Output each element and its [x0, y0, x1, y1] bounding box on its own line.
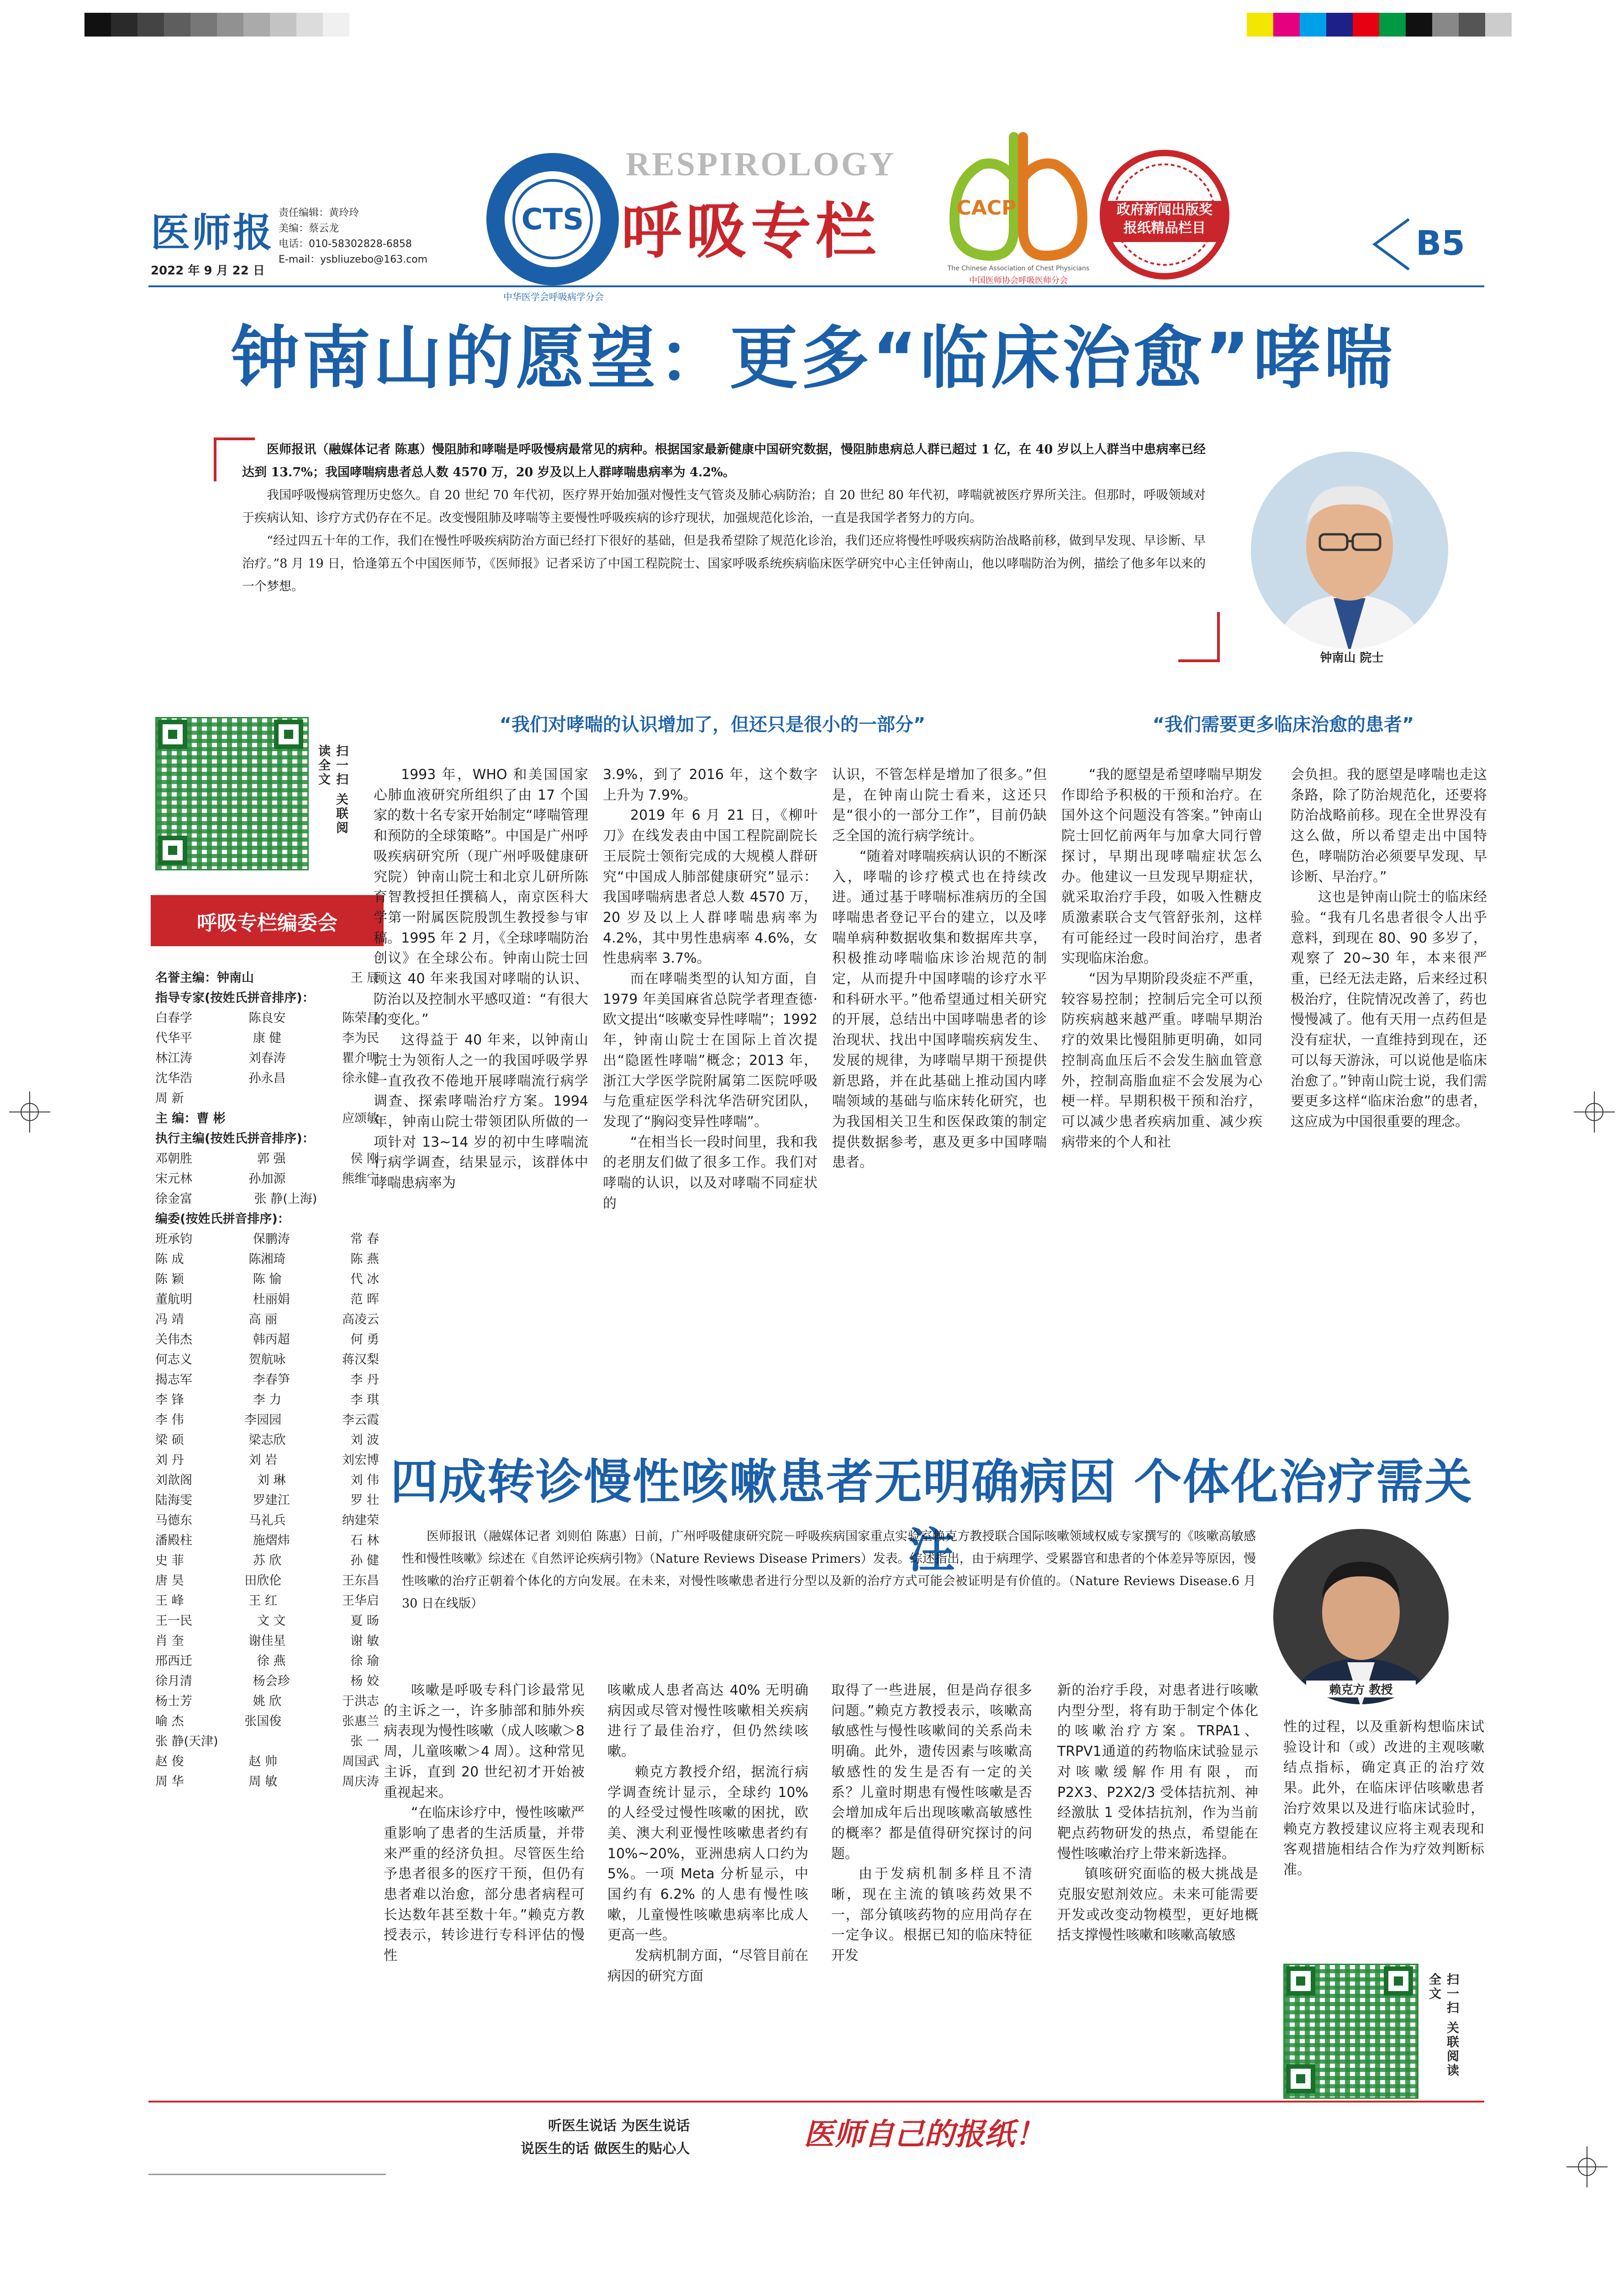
registration-mark-right — [1574, 1091, 1615, 1133]
qr2-finder-tl — [1286, 1966, 1315, 1996]
board-name: 张 静(上海) — [254, 1192, 317, 1206]
paragraph: 由于发病机制多样且不清晰，现在主流的镇咳药效果不一，部分镇咳药物的应用尚存在一定争议。根据已知的临床特征开发 — [831, 1866, 1032, 1964]
board-name: 张 静(天津) — [155, 1734, 218, 1749]
cacp-english-name: The Chinese Association of Chest Physicians — [947, 265, 1090, 272]
cacp-lungs-logo — [936, 128, 1101, 265]
article1-lead-p2: 我国呼吸慢病管理历史悠久。自 20 世纪 70 年代初，医疗界开始加强对慢性支气管炎及肺心病防治；自 20 世纪 80 年代初，哮喘就被医疗界所关注。但那时，呼吸领域对于疾病认知、诊疗方式仍存在不足。改变慢阻肺及哮喘等主要慢性呼吸疾病的诊疗现状，加强规范化诊治，一直是我国学者努力的方向。 — [242, 488, 1206, 525]
article2-column-3 — [831, 1681, 1032, 1966]
designer-line: 美编：蔡云龙 — [279, 223, 339, 234]
board-row — [155, 1491, 379, 1511]
board-row — [155, 1270, 379, 1290]
board-name: 编委(按姓氏拼音排序)： — [155, 1212, 290, 1226]
board-name: 代 冰 — [350, 1272, 379, 1286]
sidebar-bottom-rule — [148, 2174, 386, 2175]
board-row — [155, 1370, 379, 1390]
masthead-credits — [279, 205, 427, 268]
board-name: 谢佳星 — [248, 1634, 286, 1648]
board-name: 陈 愉 — [253, 1272, 282, 1286]
paragraph: “在临床诊疗中，慢性咳嗽严重影响了患者的生活质量，并带来严重的经济负担。尽管医生给予患者很多的医疗干预，但仍有患者难以治愈，部分患者病程可长达数年甚至数十年。”赖克方教授表示，转诊进行专科评估的慢性 — [384, 1805, 585, 1964]
masthead-rule — [148, 285, 1484, 287]
board-name: 徐月清 — [155, 1674, 192, 1688]
board-name: 徐金富 — [155, 1192, 192, 1206]
board-name: 张国俊 — [244, 1714, 282, 1728]
board-name: 孙加源 — [248, 1172, 286, 1186]
paragraph: “随着对哮喘疾病认识的不断深入，哮喘的诊疗模式也在持续改进。通过基于哮喘标准病历的全国哮喘患者登记平台的建立，以及哮喘单病种数据收集和数据库共享，积极推动哮喘临床诊治规范的制定，从而提升中国哮喘的诊疗水平和科研水平。”他希望通过相关研究的开展，总结出中国哮喘患者的诊治现状、找出中国哮喘疾病发生、发展的规律，为哮喘早期干预提供新思路，并在此基础上推动国内哮喘领域的基础与临床转化研究，也为我国相关卫生和医保政策的制定提供数据参考，惠及更多中国哮喘患者。 — [832, 848, 1047, 1171]
board-name: 杜丽娟 — [253, 1292, 290, 1307]
board-name: 周 新 — [155, 1091, 184, 1106]
page-number: B5 — [1416, 224, 1465, 263]
article2-lead — [402, 1525, 1256, 1615]
registration-mark-bottom-right — [1566, 2146, 1608, 2187]
board-row — [155, 1028, 379, 1049]
board-row — [155, 1310, 379, 1330]
article1-headline: 钟南山的愿望：更多“临床治愈”哮喘 — [231, 319, 1395, 398]
board-name: 潘殿柱 — [155, 1533, 192, 1548]
qr-finder-tr — [274, 720, 303, 749]
paragraph: 赖克方教授介绍，据流行病学调查统计显示，全球约 10% 的人经受过慢性咳嗽的困扰，欧美、澳大利亚慢性咳嗽患者约有 10%~20%，亚洲患病人口约为 5%。一项 Meta 分析显示，中国约有 6.2% 的人患有慢性咳嗽，儿童慢性咳嗽患病率比成人更高一些。 — [607, 1764, 808, 1944]
editorial-board-list — [155, 968, 379, 1792]
article2-column-5 — [1283, 1717, 1484, 1881]
board-name: 周 华 — [155, 1775, 184, 1789]
paragraph: 这得益于 40 年来，以钟南山院士为领衔人之一的我国呼吸学界一直孜孜不倦地开展哮喘流行病学调查、探索哮喘治疗方案。1994 年，钟南山院士带领团队所做的一项针对 13~14 岁的初中生哮喘流行病学调查，结果显示，该群体中哮喘患病率为 — [374, 1032, 588, 1191]
board-name: 苏 欣 — [253, 1554, 282, 1568]
issue-date: 2022 年 9 月 22 日 — [151, 264, 265, 278]
board-name: 李园园 — [244, 1413, 282, 1427]
board-name: 陈 成 — [155, 1252, 184, 1266]
board-name: 应颂敏 — [342, 1112, 379, 1126]
board-name: 高 丽 — [248, 1312, 278, 1327]
board-row — [155, 1591, 379, 1611]
footer-rule — [148, 2101, 1484, 2102]
board-name: 陈 颖 — [155, 1272, 184, 1286]
board-row — [155, 1089, 379, 1109]
phone-line: 电话：010-58302828-6858 — [279, 238, 412, 250]
board-name: 杨会珍 — [253, 1674, 290, 1688]
board-name: 罗建江 — [253, 1493, 290, 1507]
board-name: 李云霞 — [342, 1413, 379, 1427]
board-name: 石 林 — [350, 1533, 379, 1548]
board-name: 李为民 — [342, 1031, 379, 1045]
paragraph: “因为早期阶段炎症不严重，较容易控制；控制后完全可以预防疾病越来越严重。哮喘早期治疗的效果比慢阻肺更明确，如同控制高血压后不会发生脑血管意外，控制高脂血症不会发展为心梗一样。早期积极干预和治疗，可以减少患者疾病加重、减少疾病带来的个人和社 — [1061, 971, 1262, 1150]
board-row — [155, 1571, 379, 1591]
article1-column-1 — [374, 765, 588, 1194]
lai-photo-caption: 赖克方 教授 — [1306, 1681, 1416, 1697]
article1-lead — [242, 438, 1206, 598]
board-row — [155, 1069, 379, 1089]
board-name: 瞿介明 — [342, 1051, 379, 1065]
board-name: 邢西迁 — [155, 1654, 192, 1668]
paragraph: 2019 年 6 月 21 日，《柳叶刀》在线发表由中国工程院副院长王辰院士领衔完成的大规模人群研究“中国成人肺部健康研究”显示：我国哮喘病患者总人数 4570 万，20 岁及以上人群哮喘患病率为 4.2%，其中男性患病率 4.6%，女性患病率 3.7%。 — [603, 807, 817, 967]
footer-calligraphy-slogan: 医师自己的报纸！ — [804, 2116, 1045, 2152]
paragraph: 镇咳研究面临的极大挑战是克服安慰剂效应。未来可能需要开发或改变动物模型，更好地概括支撑慢性咳嗽和咳嗽高敏感 — [1057, 1866, 1258, 1944]
paragraph: 1993 年，WHO 和美国国家心肺血液研究所组织了由 17 个国家的数十名专家开始制定“哮喘管理和预防的全球策略”。中国是广州呼吸疾病研究所（现广州呼吸健康研究院）钟南山院士和北京儿研所陈育智教授担任撰稿人，南京医科大学第一附属医院殷凯生教授参与审稿。1995 年 2 月，《全球哮喘防治创议》在全球公布。钟南山院士回顾这 40 年来我国对哮喘的认识、防治以及控制水平感叹道：“有很大的变化。” — [374, 767, 588, 1028]
board-name: 何志义 — [155, 1353, 192, 1367]
board-name: 刘 琳 — [257, 1473, 286, 1487]
board-name: 李 伟 — [155, 1413, 184, 1427]
society-name: 中华医学会呼吸病学分会 — [503, 291, 604, 302]
qr2-finder-bl — [1286, 2064, 1315, 2093]
board-row — [155, 1631, 379, 1651]
board-row — [155, 1350, 379, 1370]
board-name: 王 辰 — [350, 971, 379, 985]
editor-line: 责任编辑：黄玲玲 — [279, 207, 359, 219]
board-name: 刘 波 — [350, 1433, 379, 1447]
board-row — [155, 1671, 379, 1691]
board-name: 王华启 — [342, 1594, 379, 1608]
article1-column-2 — [603, 765, 817, 1214]
board-name: 周国武 — [342, 1755, 379, 1769]
board-name: 常 春 — [350, 1232, 379, 1246]
zhong-photo-caption: 钟南山 院士 — [1320, 651, 1384, 665]
column-english-name: RESPIROLOGY — [626, 146, 896, 183]
column-title: 呼吸专栏 — [621, 196, 881, 267]
board-name: 夏 旸 — [350, 1614, 379, 1628]
board-name: 王一民 — [155, 1614, 192, 1628]
paragraph: 而在哮喘类型的认知方面，自 1979 年美国麻省总院学者理查德·欧文提出“咳嗽变异性哮喘”；1992 年，钟南山院士在国际上首次提出“隐匿性哮喘”概念；2013 年，浙江大学医学院附属第二医院呼吸与危重症医学科沈华浩研究团队，发现了“胸闷变异性哮喘”。 — [603, 971, 817, 1130]
board-name: 刘 伟 — [350, 1473, 379, 1487]
board-name: 赵 俊 — [155, 1755, 184, 1769]
paper-name-logo: 医师报 — [151, 210, 274, 256]
board-row — [155, 1410, 379, 1430]
page-chevron-icon — [1366, 215, 1416, 274]
footer-slogan-1: 听医生说话 为医生说话 — [548, 2118, 690, 2134]
board-row — [155, 1531, 379, 1551]
cts-society-logo — [484, 151, 621, 288]
board-row — [155, 1551, 379, 1571]
paragraph: 认识，不管怎样是增加了很多。”但是，在钟南山院士看来，这还只是“很小的一部分工作”，目前仍缺乏全国的流行病学统计。 — [832, 767, 1047, 844]
article2-column-4 — [1057, 1681, 1258, 1946]
board-name: 班承钧 — [155, 1232, 192, 1246]
award-text — [1105, 201, 1224, 237]
board-name: 李 力 — [253, 1393, 282, 1407]
cacp-chinese-name: 中国医师协会呼吸医师分会 — [969, 276, 1068, 285]
board-row — [155, 1712, 379, 1732]
board-name: 纳建荣 — [342, 1513, 379, 1528]
lead-bracket-bottom-bar — [1178, 659, 1220, 662]
board-name: 文 文 — [257, 1614, 286, 1628]
board-name: 林江涛 — [155, 1051, 192, 1065]
board-name: 杨士芳 — [155, 1694, 192, 1708]
board-name: 梁 硕 — [155, 1433, 184, 1447]
board-name: 沈华浩 — [155, 1071, 192, 1085]
paragraph: “我的愿望是希望哮喘早期发作即给予积极的干预和治疗。在国外这个问题没有答案。”钟南山院士回忆前两年与加拿大同行曾探讨，早期出现哮喘症状怎么办。他建议一旦发现早期症状，就采取治疗手段，如吸入性糖皮质激素联合支气管舒张剂，这样有可能经过一段时间治疗，患者实现临床治愈。 — [1061, 767, 1262, 967]
board-name: 邓朝胜 — [155, 1152, 192, 1166]
board-name: 喻 杰 — [155, 1714, 184, 1728]
board-name: 周 敏 — [248, 1775, 278, 1789]
board-row — [155, 1129, 379, 1149]
board-name: 名誉主编：钟南山 — [155, 971, 254, 985]
board-name: 执行主编(按姓氏拼音排序)： — [155, 1132, 315, 1146]
board-name: 张 一 — [350, 1734, 379, 1749]
paragraph: 这也是钟南山院士的临床经验。“我有几名患者很令人出乎意料，到现在 80、90 多岁了，观察了 20~30 年，本来很严重，已经无法走路，后来经过积极治疗，住院情况改善了，药也慢慢减了。他有天用一点药但是没有症状，一直维持到现在，还可以每天游泳，可以说他是临床治愈了。”钟南山院士说，我们需要更多这样“临床治愈”的患者，这应成为中国很重要的理念。 — [1291, 889, 1487, 1130]
board-name: 代华平 — [155, 1031, 192, 1045]
board-row — [155, 1430, 379, 1450]
board-name: 史 菲 — [155, 1554, 184, 1568]
board-name: 周庆涛 — [342, 1775, 379, 1789]
footer-slogan-2: 说医生的话 做医生的贴心人 — [521, 2141, 690, 2157]
article1-column-4 — [1061, 765, 1262, 1153]
article2-column-2 — [607, 1681, 808, 1987]
board-name: 何 勇 — [350, 1333, 379, 1347]
board-name: 唐 昊 — [155, 1574, 184, 1588]
board-name: 李 琪 — [350, 1393, 379, 1407]
board-row — [155, 1651, 379, 1671]
article2-lead-p1: 医师报讯（融媒体记者 刘则伯 陈惠）日前，广州呼吸健康研究院－呼吸疾病国家重点实验室赖克方教授联合国际咳嗽领域权威专家撰写的《咳嗽高敏感性和慢性咳嗽》综述在《自然评论疾病引物》（Nature Reviews Disease Primers）发表。综述指出，由于病理学、受累器官和患者的个体差异等原因，慢性咳嗽的治疗正朝着个体化的方向发展。在未来，对慢性咳嗽患者进行分型以及新的治疗方式可能会被证明是有价值的。（Nature Reviews Disease.6 月 30 日在线版） — [402, 1529, 1256, 1611]
board-name: 于洪志 — [342, 1694, 379, 1708]
board-name: 贺航咏 — [248, 1353, 286, 1367]
board-name: 张惠兰 — [342, 1714, 379, 1728]
paragraph: 性的过程，以及重新构想临床试验设计和（或）改进的主观咳嗽结点指标，确定真正的治疗效果。此外，在临床评估咳嗽患者治疗效果以及进行临床试验时，赖克方教授建议应将主观表现和客观措施相结合作为疗效判断标准。 — [1283, 1719, 1484, 1878]
grayscale-color-bar — [84, 13, 349, 37]
board-name: 孙永昌 — [248, 1071, 286, 1085]
board-row — [155, 988, 379, 1008]
email-line: E-mail：ysbliuzebo@163.com — [279, 254, 428, 265]
board-name: 高凌云 — [342, 1312, 379, 1327]
board-name: 刘宏博 — [342, 1453, 379, 1467]
paragraph: 咳嗽成人患者高达 40% 无明确病因或尽管对慢性咳嗽相关疾病进行了最佳治疗，但仍然续咳嗽。 — [607, 1682, 808, 1760]
board-name: 冯 靖 — [155, 1312, 184, 1327]
paragraph: 发病机制方面，“尽管目前在病因的研究方面 — [607, 1948, 808, 1984]
paragraph: 取得了一些进展，但是尚存很多问题。”赖克方教授表示，咳嗽高敏感性与慢性咳嗽间的关系尚未明确。此外，遗传因素与咳嗽高敏感性的发生是否有一定的关系？儿童时期患有慢性咳嗽是否会增加成年后出现咳嗽高敏感性的概率？都是值得研究探讨的问题。 — [831, 1682, 1032, 1862]
board-name: 康 健 — [253, 1031, 282, 1045]
board-name: 梁志欣 — [248, 1433, 286, 1447]
board-name: 徐 燕 — [257, 1654, 286, 1668]
board-name: 宋元林 — [155, 1172, 192, 1186]
article1-subhead-right: “我们需要更多临床治愈的患者” — [1152, 714, 1414, 735]
board-name: 陆海雯 — [155, 1493, 192, 1507]
board-row — [155, 1169, 379, 1189]
board-name: 王 峰 — [155, 1594, 184, 1608]
board-row — [155, 1149, 379, 1169]
paragraph: “在相当长一段时间里，我和我的老朋友们做了很多工作。我们对哮喘的认识，以及对哮喘不同症状的 — [603, 1134, 817, 1212]
board-row — [155, 1450, 379, 1470]
article1-lead-p1: 医师报讯（融媒体记者 陈惠）慢阻肺和哮喘是呼吸慢病最常见的病种。根据国家最新健康中国研究数据，慢阻肺患病总人群已超过 1 亿，在 40 岁以上人群当中患病率已经达到 13.7%；我国哮喘病患者总人数 4570 万，20 岁及以上人群哮喘患病率为 4.2%。 — [242, 443, 1206, 479]
paragraph: 3.9%，到了 2016 年，这个数字上升为 7.9%。 — [603, 767, 817, 803]
board-name: 李春笋 — [253, 1373, 290, 1387]
board-name: 徐 瑜 — [350, 1654, 379, 1668]
board-name: 董航明 — [155, 1292, 192, 1307]
board-name: 刘春涛 — [248, 1051, 286, 1065]
board-row — [155, 1189, 379, 1209]
article1-subhead-left: “我们对哮喘的认识增加了，但还只是很小的一部分” — [499, 714, 926, 735]
board-name: 赵 帅 — [248, 1755, 278, 1769]
board-row — [155, 1470, 379, 1491]
board-name: 田欣伦 — [244, 1574, 282, 1588]
board-row — [155, 968, 379, 988]
board-name: 王 红 — [248, 1594, 278, 1608]
article2-headline: 四成转诊慢性咳嗽患者无明确病因 个体化治疗需关注 — [390, 1454, 1473, 1578]
qr-label-article1: 扫一扫 关联阅读全文 — [316, 744, 348, 836]
board-name: 关伟杰 — [155, 1333, 192, 1347]
zhong-nanshan-photo — [1247, 448, 1452, 653]
board-name: 陈 燕 — [350, 1252, 379, 1266]
board-name: 郭 强 — [257, 1152, 286, 1166]
cacp-abbr: CACP — [956, 196, 1017, 220]
board-row — [155, 1008, 379, 1028]
board-name: 揭志军 — [155, 1373, 192, 1387]
cts-abbr: CTS — [521, 203, 584, 237]
board-row — [155, 1249, 379, 1270]
article1-column-5 — [1291, 765, 1487, 1133]
board-name: 韩丙超 — [253, 1333, 290, 1347]
board-name: 陈良安 — [248, 1011, 286, 1025]
board-row — [155, 1611, 379, 1631]
award-line-2: 报纸精品栏目 — [1123, 220, 1206, 236]
article1-lead-p3: “经过四五十年的工作，我们在慢性呼吸疾病防治方面已经打下很好的基础，但是我希望除了规范化诊治，我们还应将慢性呼吸疾病防治战略前移，做到早发现、早诊断、早治疗。”8 月 19 日，恰逢第五个中国医师节，《医师报》记者采访了中国工程院院士、国家呼吸系统疾病临床医学研究中心主任钟南山，他以哮喘防治为例，描绘了他多年以来的一个梦想。 — [242, 534, 1206, 594]
board-row — [155, 1109, 379, 1129]
board-row — [155, 1772, 379, 1792]
paragraph: 会负担。我的愿望是哮喘也走这条路，除了防治规范化，还要将防治战略前移。现在全世界没有这么做，所以希望走出中国特色，哮喘防治必须要早发现、早诊断、早治疗。” — [1291, 767, 1487, 885]
article1-column-3 — [832, 765, 1047, 1173]
board-name: 白春学 — [155, 1011, 192, 1025]
board-name: 王东昌 — [342, 1574, 379, 1588]
board-name: 姚 欣 — [253, 1694, 282, 1708]
qr-label-article2: 扫一扫 关联阅读全文 — [1427, 1973, 1459, 2078]
board-name: 马德东 — [155, 1513, 192, 1528]
paragraph: 新的治疗手段，对患者进行咳嗽内型分型，将有助于制定个体化的咳嗽治疗方案。TRPA1、TRPV1通道的药物临床试验显示对咳嗽缓解作用有限，而 P2X3、P2X2/3 受体拮抗剂、神经激肽 1 受体拮抗剂，作为当前靶点药物研发的热点，希望能在慢性咳嗽治疗上带来新选择。 — [1057, 1682, 1258, 1862]
board-row — [155, 1229, 379, 1249]
board-name: 指导专家(按姓氏拼音排序)： — [155, 991, 315, 1005]
board-row — [155, 1511, 379, 1531]
board-row — [155, 1390, 379, 1410]
board-name: 陈湘琦 — [248, 1252, 286, 1266]
board-row — [155, 1049, 379, 1069]
board-name: 肖 奎 — [155, 1634, 184, 1648]
board-title: 呼吸专栏编委会 — [197, 912, 337, 935]
board-row — [155, 1732, 379, 1752]
board-name: 马礼兵 — [248, 1513, 286, 1528]
board-name: 李 锋 — [155, 1393, 184, 1407]
board-name: 主 编：曹 彬 — [155, 1112, 226, 1126]
board-row — [155, 1691, 379, 1712]
board-name: 孙 健 — [350, 1554, 379, 1568]
board-name: 罗 壮 — [350, 1493, 379, 1507]
board-name: 施熠炜 — [253, 1533, 290, 1548]
award-line-1: 政府新闻出版奖 — [1117, 202, 1213, 218]
qr-finder-bl — [158, 836, 187, 865]
qr2-finder-tr — [1384, 1966, 1413, 1996]
board-row — [155, 1290, 379, 1310]
board-name: 刘 丹 — [155, 1453, 184, 1467]
board-row — [155, 1330, 379, 1350]
board-name: 范 晖 — [350, 1292, 379, 1307]
lead-bracket-bottom-right — [1217, 612, 1220, 662]
board-name: 保鹏涛 — [253, 1232, 290, 1246]
lead-bracket-top-left — [214, 437, 216, 481]
board-row — [155, 1209, 379, 1229]
board-name: 熊维宁 — [342, 1172, 379, 1186]
board-name: 杨 姣 — [350, 1674, 379, 1688]
board-name: 李 丹 — [350, 1373, 379, 1387]
cmyk-color-bar — [1247, 13, 1512, 37]
board-name: 侯 刚 — [350, 1152, 379, 1166]
board-name: 刘 岩 — [248, 1453, 278, 1467]
qr-finder-tl — [158, 720, 187, 749]
article2-column-1 — [384, 1681, 585, 1966]
registration-mark-left — [9, 1091, 50, 1133]
board-name: 蒋汉梨 — [342, 1353, 379, 1367]
board-name: 徐永健 — [342, 1071, 379, 1085]
board-row — [155, 1752, 379, 1772]
board-name: 谢 敏 — [350, 1634, 379, 1648]
paragraph: 咳嗽是呼吸专科门诊最常见的主诉之一，许多肺部和肺外疾病表现为慢性咳嗽（成人咳嗽＞8 周，儿童咳嗽＞4 周）。这种常见主诉，直到 20 世纪初才开始被重视起来。 — [384, 1682, 585, 1801]
board-name: 陈荣昌 — [342, 1011, 379, 1025]
board-name: 刘歆阁 — [155, 1473, 192, 1487]
